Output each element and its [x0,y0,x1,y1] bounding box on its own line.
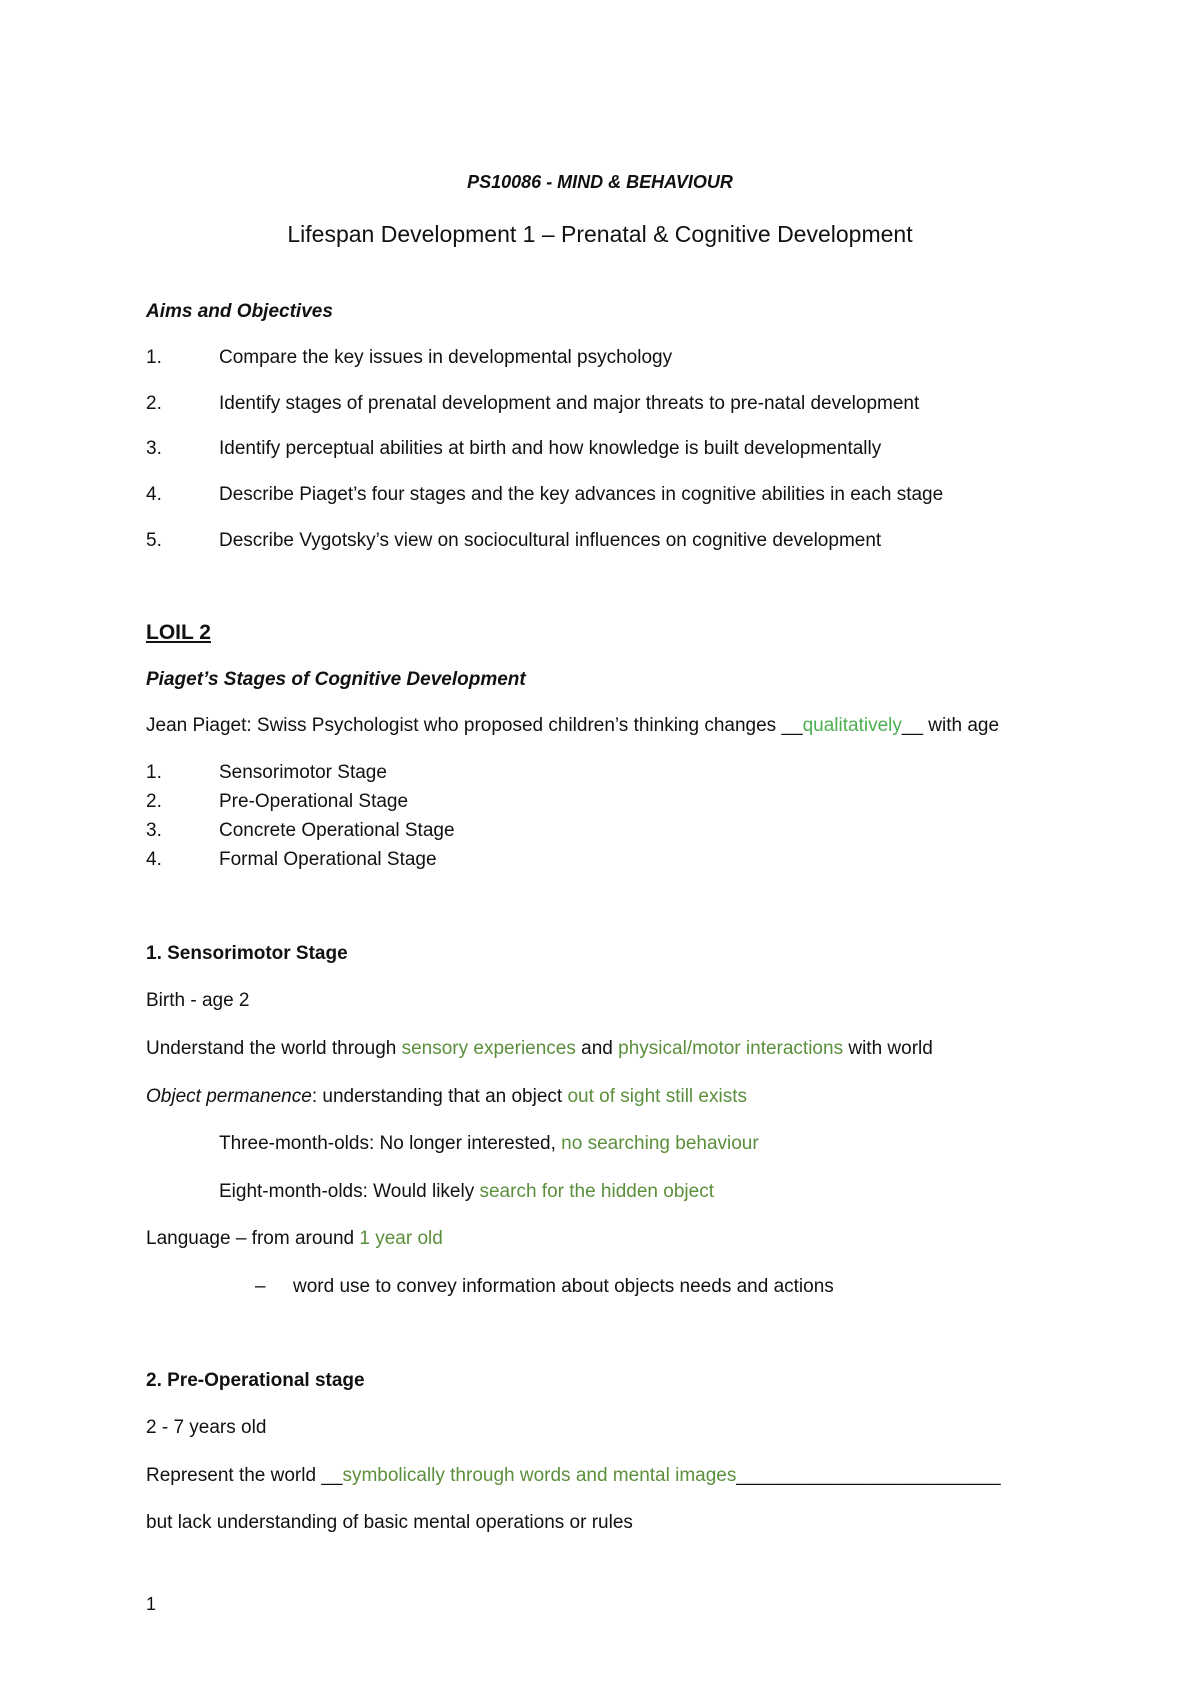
sensorimotor-age: Birth - age 2 [146,990,250,1011]
stage-name: Sensorimotor Stage [219,762,387,783]
page-number: 1 [146,1594,157,1614]
stage-list-item [146,848,437,872]
answer-run: 1 year old [359,1228,443,1249]
section-heading-loil: LOIL 2 [146,621,211,644]
aims-heading: Aims and Objectives [146,301,333,322]
preop-represent [146,1464,1001,1488]
aim-item [146,437,881,461]
term: Object permanence [146,1086,312,1107]
stage-list-item [146,790,408,814]
three-month-olds [219,1132,759,1156]
text-run: and [575,1038,619,1059]
answer-run: sensory experiences [401,1038,576,1059]
answer-run: search for the hidden object [479,1181,714,1202]
course-code: PS10086 - MIND & BEHAVIOUR [467,172,733,192]
sensorimotor-understand [146,1037,933,1061]
text-run: with world [843,1038,933,1059]
text-run: Language – from around [146,1228,360,1249]
intro-text: Jean Piaget: Swiss Psychologist who proposed children’s thinking changes __ [146,715,803,736]
page-title: Lifespan Development 1 – Prenatal & Cognitive Development [287,221,913,247]
piaget-intro [146,714,999,738]
text-run: word use to convey information about objects needs and actions [293,1276,834,1297]
stage-name: Pre-Operational Stage [219,791,409,812]
language-sub-bullet [255,1275,834,1299]
stage-number: 2. [146,791,162,812]
intro-text-end: __ with age [901,715,1000,736]
stage-number: 3. [146,820,162,841]
preop-lack: but lack understanding of basic mental operations or rules [146,1512,633,1533]
aim-number: 4. [146,484,162,505]
preop-heading: 2. Pre-Operational stage [146,1370,365,1391]
aim-text: Describe Vygotsky’s view on sociocultural influences on cognitive development [219,530,882,551]
piaget-subheading: Piaget’s Stages of Cognitive Development [146,669,526,690]
stage-number: 1. [146,762,162,783]
text-run: Eight-month-olds: Would likely [219,1181,480,1202]
aim-item [146,529,881,553]
answer-run: physical/motor interactions [618,1038,844,1059]
aim-text: Compare the key issues in developmental psychology [219,347,673,368]
text-run: Three-month-olds: No longer interested, [219,1133,562,1154]
aim-number: 1. [146,347,162,368]
blank-line: _________________________ [736,1465,1001,1486]
stage-name: Formal Operational Stage [219,849,437,870]
aim-number: 2. [146,393,162,414]
answer-run: out of sight still exists [567,1086,747,1107]
preop-age: 2 - 7 years old [146,1417,267,1438]
aim-item [146,346,672,370]
eight-month-olds [219,1180,714,1204]
sensorimotor-heading: 1. Sensorimotor Stage [146,943,348,964]
dash-bullet: – [255,1276,266,1297]
aim-text: Describe Piaget’s four stages and the key advances in cognitive abilities in each stage [219,484,944,505]
answer-run: symbolically through words and mental images [342,1465,737,1486]
aim-text: Identify stages of prenatal development and major threats to pre-natal development [219,393,920,414]
text-run: Represent the world __ [146,1465,343,1486]
aim-number: 5. [146,530,162,551]
stage-name: Concrete Operational Stage [219,820,455,841]
object-permanence [146,1085,747,1109]
stage-list-item [146,819,455,843]
stage-number: 4. [146,849,162,870]
language-line [146,1227,443,1251]
aim-text: Identify perceptual abilities at birth and how knowledge is built developmentally [219,438,882,459]
answer-run: no searching behaviour [561,1133,759,1154]
aim-item [146,392,919,416]
text-run: : understanding that an object [311,1086,568,1107]
aim-item [146,483,943,507]
text-run: Understand the world through [146,1038,402,1059]
stage-list-item [146,761,387,785]
aim-number: 3. [146,438,162,459]
intro-answer: qualitatively [802,715,902,736]
